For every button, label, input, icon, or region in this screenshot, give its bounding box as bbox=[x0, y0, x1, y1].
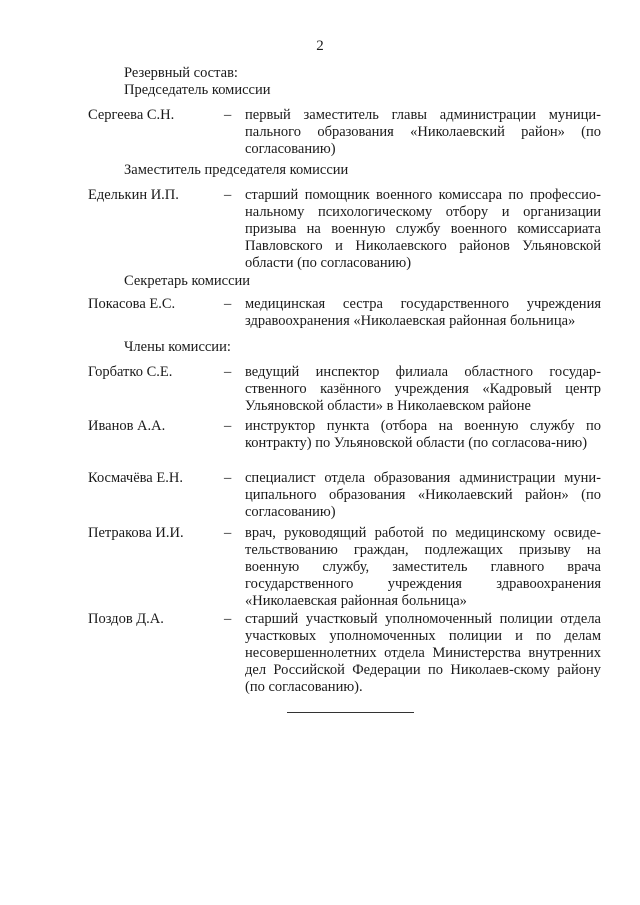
member-name: Покасова Е.С. bbox=[88, 296, 176, 312]
member-dash: – bbox=[224, 611, 232, 627]
secretary-heading: Секретарь комиссии bbox=[124, 273, 251, 289]
member-dash: – bbox=[224, 418, 232, 434]
members-heading: Члены комиссии: bbox=[124, 339, 231, 355]
member-dash: – bbox=[224, 525, 232, 541]
member-role: старший участковый уполномоченный полиции отдела участковых уполномоченных полиции и по делам несовершеннолетних отдела Министерства внутренних дел Российской Федерации по Николаев-скому району (по согласованию). bbox=[245, 611, 601, 695]
member-role: старший помощник военного комиссара по профессио-нальному психологическому отбору и организации призыва на военную службу военного комиссариата Павловского и Николаевского районов Ульяновской области (по согласованию) bbox=[245, 187, 601, 271]
member-name: Сергеева С.Н. bbox=[88, 107, 175, 123]
member-dash: – bbox=[224, 296, 232, 312]
member-name: Космачёва Е.Н. bbox=[88, 470, 183, 486]
member-role: медицинская сестра государственного учреждения здравоохранения «Николаевская районная больница» bbox=[245, 296, 601, 329]
member-role: специалист отдела образования администрации муни-ципального образования «Николаевский район» (по согласованию) bbox=[245, 470, 601, 520]
member-role: врач, руководящий работой по медицинскому освиде-тельствованию граждан, подлежащих призыву на военную службу, заместитель главного врача государственного учреждения здравоохранения «Николаевская районная больница» bbox=[245, 525, 601, 609]
closing-divider-line bbox=[287, 712, 414, 713]
member-role: ведущий инспектор филиала областного государ-ственного казённого учреждения «Кадровый центр Ульяновской области» в Николаевском районе bbox=[245, 364, 601, 414]
deputy-chairman-heading: Заместитель председателя комиссии bbox=[124, 162, 349, 178]
member-role: первый заместитель главы администрации муници-пального образования «Николаевский район» (по согласованию) bbox=[245, 107, 601, 157]
member-dash: – bbox=[224, 364, 232, 380]
page-number: 2 bbox=[316, 38, 324, 54]
member-name: Поздов Д.А. bbox=[88, 611, 164, 627]
member-name: Иванов А.А. bbox=[88, 418, 166, 434]
member-dash: – bbox=[224, 187, 232, 203]
chairman-heading: Председатель комиссии bbox=[124, 82, 271, 98]
member-role: инструктор пункта (отбора на военную службу по контракту) по Ульяновской области (по согласова-нию) bbox=[245, 418, 601, 451]
member-name: Еделькин И.П. bbox=[88, 187, 179, 203]
member-dash: – bbox=[224, 107, 232, 123]
reserve-composition-heading: Резервный состав: bbox=[124, 65, 238, 81]
member-name: Горбатко С.Е. bbox=[88, 364, 173, 380]
member-dash: – bbox=[224, 470, 232, 486]
member-name: Петракова И.И. bbox=[88, 525, 184, 541]
